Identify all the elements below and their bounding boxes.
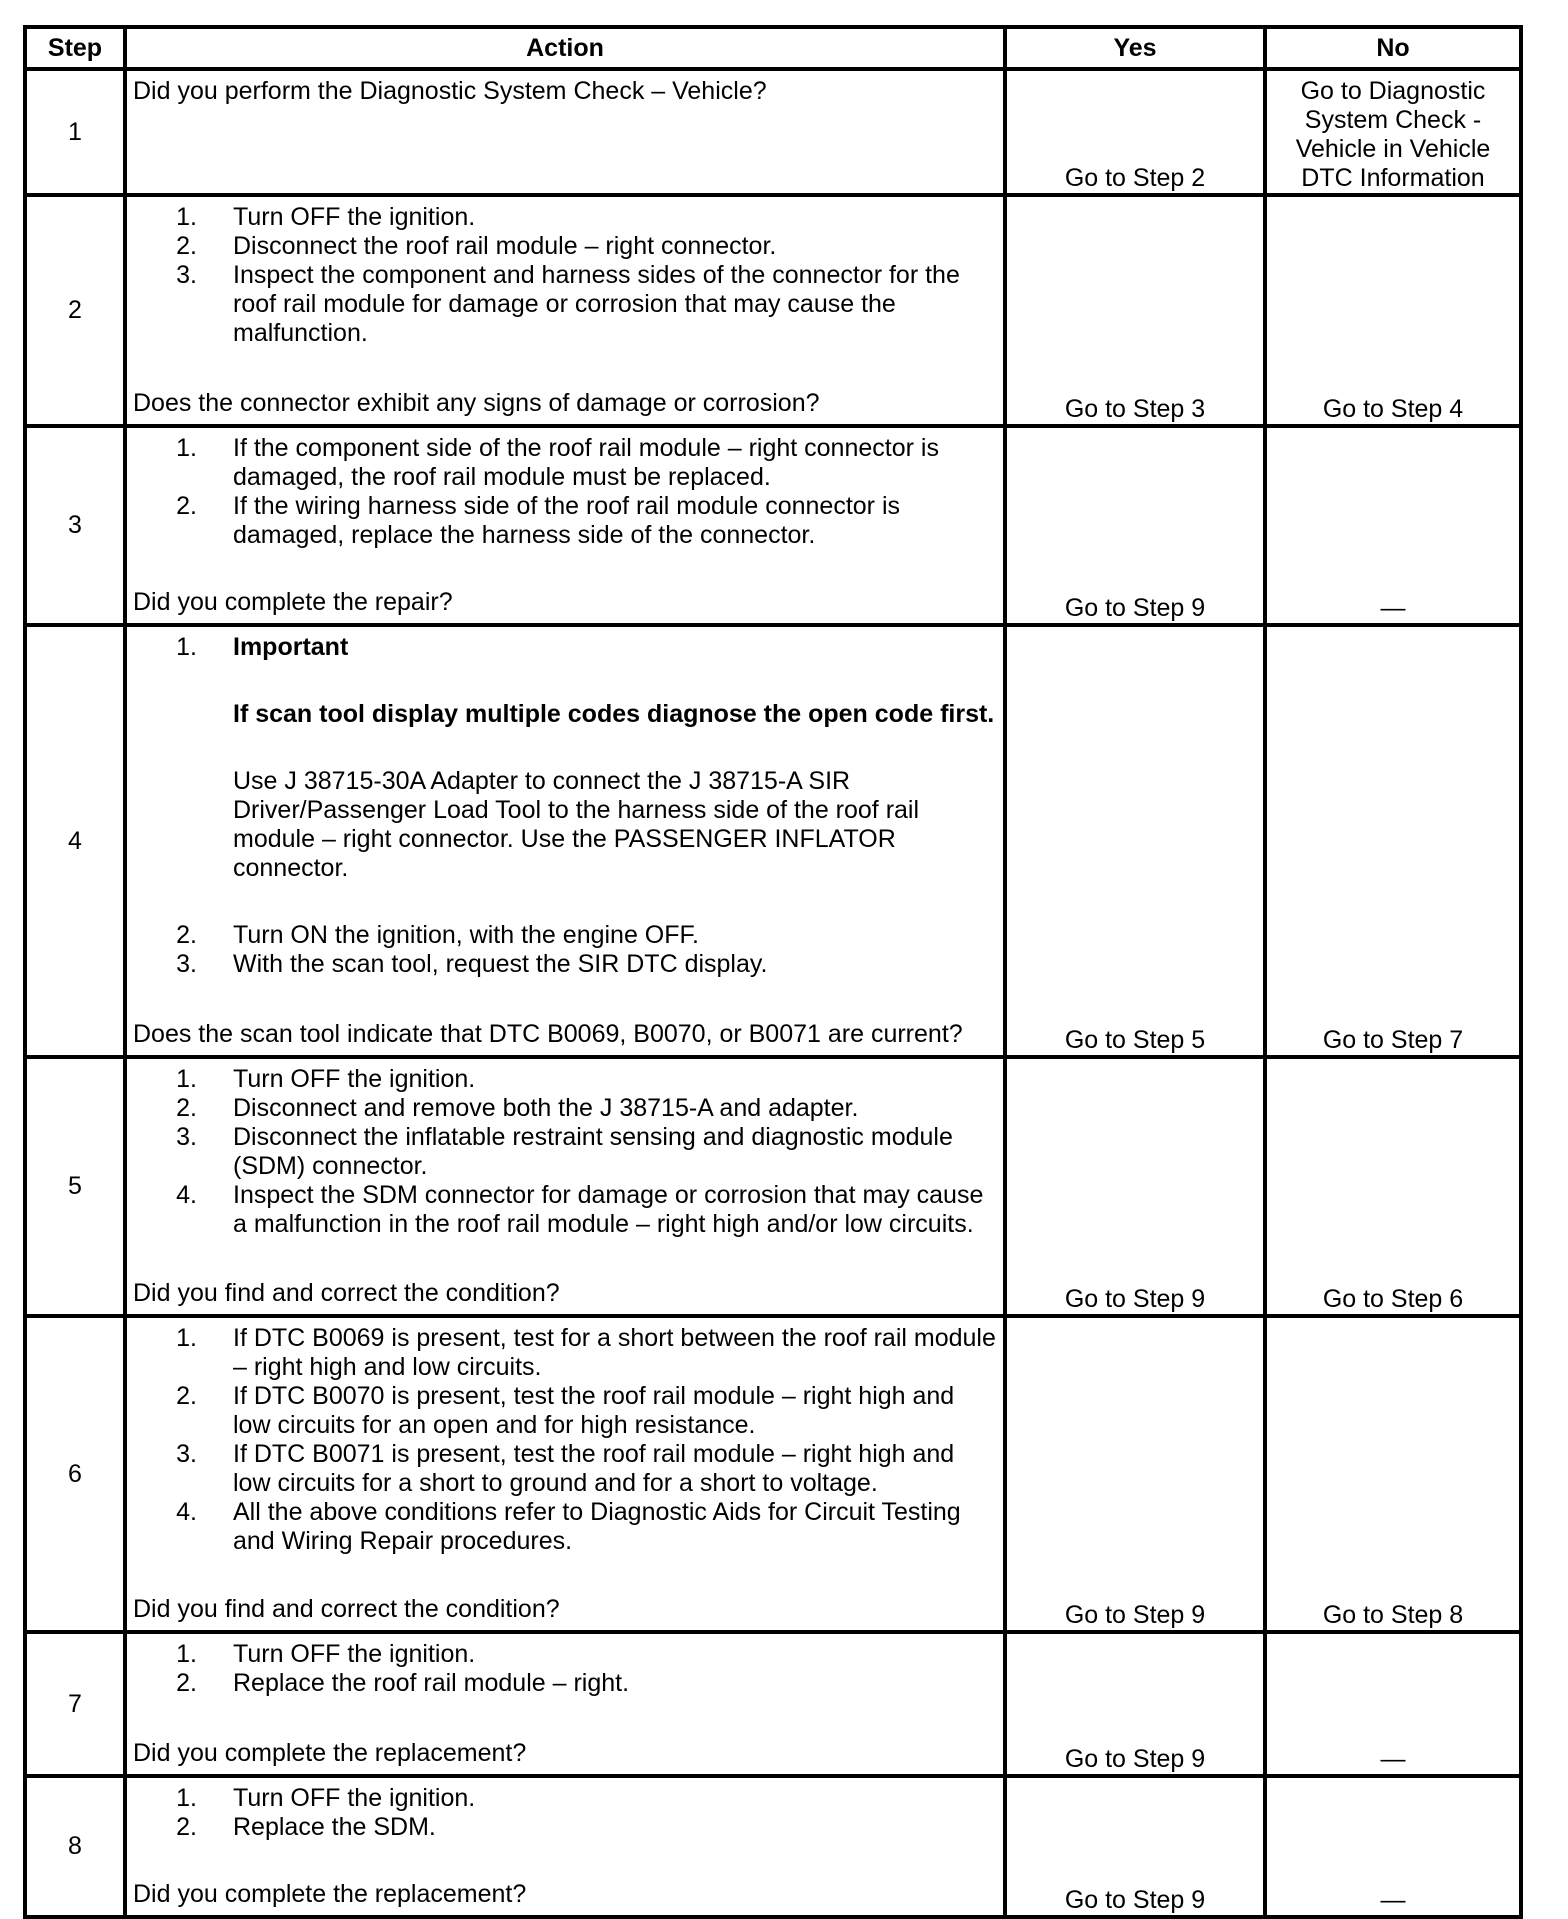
step-number: 2: [25, 195, 125, 426]
no-cell: —: [1265, 426, 1521, 625]
list-item: 1. Turn OFF the ignition.: [176, 1784, 476, 1812]
step-number: 7: [25, 1632, 125, 1776]
step-number: 1: [25, 69, 125, 195]
no-cell: Go to Step 8: [1265, 1316, 1521, 1632]
action-cell: [125, 1776, 1005, 1917]
no-cell: —: [1265, 1776, 1521, 1917]
action-question: Did you find and correct the condition?: [133, 1595, 560, 1623]
list-item: 1. If the component side of the roof rail module – right connector is damaged, the roof rail module must be replaced.: [176, 434, 939, 491]
important-label: Important: [233, 633, 349, 661]
list-item: 2. Replace the SDM.: [176, 1813, 436, 1841]
header-no: No: [1265, 27, 1521, 69]
header-row: [25, 27, 1521, 69]
yes-cell: Go to Step 9: [1005, 1632, 1265, 1776]
header-action: Action: [125, 27, 1005, 69]
list-item: 4. Inspect the SDM connector for damage or corrosion that may cause a malfunction in the roof rail module – right high and/or low circuits.: [176, 1181, 984, 1238]
list-item: 2. Turn ON the ignition, with the engine OFF.: [176, 921, 699, 949]
item-text: Use J 38715-30A Adapter to connect the J 38715-A SIR Driver/Passenger Load Tool to the harness side of the roof rail module – right connector. Use the PASSENGER INFLATOR connector.: [233, 767, 920, 882]
list-item: 2. Disconnect and remove both the J 38715-A and adapter.: [176, 1094, 859, 1122]
yes-cell: Go to Step 9: [1005, 1057, 1265, 1316]
action-question: Did you complete the repair?: [133, 588, 453, 616]
action-question: Did you complete the replacement?: [133, 1880, 527, 1908]
action-cell: [125, 69, 1005, 195]
list-item: 1. Turn OFF the ignition.: [176, 1065, 476, 1093]
yes-cell: Go to Step 2: [1005, 69, 1265, 195]
action-question: Did you find and correct the condition?: [133, 1279, 560, 1307]
table-row: [25, 69, 1521, 195]
step-number: 6: [25, 1316, 125, 1632]
header-yes: Yes: [1005, 27, 1265, 69]
list-item: 3. Inspect the component and harness sides of the connector for the roof rail module for damage or corrosion that may cause the malfunction.: [176, 261, 960, 347]
yes-cell: Go to Step 9: [1005, 426, 1265, 625]
yes-cell: Go to Step 9: [1005, 1776, 1265, 1917]
table-row: [25, 1632, 1521, 1776]
list-item: 3. With the scan tool, request the SIR DTC display.: [176, 950, 768, 978]
table-row: [25, 1316, 1521, 1632]
action-cell: [125, 195, 1005, 426]
list-item: 1. Turn OFF the ignition.: [176, 203, 476, 231]
no-cell: Go to Step 7: [1265, 625, 1521, 1057]
table-row: [25, 195, 1521, 426]
list-item: 2. Disconnect the roof rail module – right connector.: [176, 232, 777, 260]
action-question: Does the connector exhibit any signs of damage or corrosion?: [133, 389, 820, 417]
step-number: 3: [25, 426, 125, 625]
action-question: Does the scan tool indicate that DTC B0069, B0070, or B0071 are current?: [133, 1020, 963, 1048]
yes-cell: Go to Step 5: [1005, 625, 1265, 1057]
header-step: Step: [25, 27, 125, 69]
diagnostic-table: [23, 25, 1523, 1919]
step-number: 4: [25, 625, 125, 1057]
list-item: 1. Important If scan tool display multiple codes diagnose the open code first. Use J 38715-30A Adapter to connect the J 38715-A SIR Driver/Passenger Load Tool to the harness side of the roof rail module – right connector. Use the PASSENGER INFLATOR connector.: [176, 633, 995, 882]
no-cell: Go to Diagnostic System Check - Vehicle in Vehicle DTC Information: [1265, 69, 1521, 195]
action-cell: [125, 625, 1005, 1057]
action-cell: [125, 426, 1005, 625]
table-row: [25, 1776, 1521, 1917]
important-note: If scan tool display multiple codes diagnose the open code first.: [233, 700, 995, 728]
table-row: [25, 426, 1521, 625]
table-row: [25, 1057, 1521, 1316]
list-item: 2. Replace the roof rail module – right.: [176, 1669, 630, 1697]
table-row: [25, 625, 1521, 1057]
list-item: 4. All the above conditions refer to Diagnostic Aids for Circuit Testing and Wiring Repair procedures.: [176, 1498, 961, 1555]
action-question: Did you perform the Diagnostic System Check – Vehicle?: [133, 77, 767, 105]
list-item: 3. Disconnect the inflatable restraint sensing and diagnostic module (SDM) connector.: [176, 1123, 953, 1180]
no-cell: Go to Step 4: [1265, 195, 1521, 426]
action-cell: [125, 1057, 1005, 1316]
yes-cell: Go to Step 3: [1005, 195, 1265, 426]
action-cell: [125, 1316, 1005, 1632]
action-cell: [125, 1632, 1005, 1776]
list-item: 1. Turn OFF the ignition.: [176, 1640, 476, 1668]
action-question: Did you complete the replacement?: [133, 1739, 527, 1767]
list-item: 3. If DTC B0071 is present, test the roof rail module – right high and low circuits for a short to ground and for a short to voltage.: [176, 1440, 955, 1497]
yes-cell: Go to Step 9: [1005, 1316, 1265, 1632]
list-item: 1. If DTC B0069 is present, test for a short between the roof rail module – right high and low circuits.: [176, 1324, 996, 1381]
step-number: 5: [25, 1057, 125, 1316]
no-cell: —: [1265, 1632, 1521, 1776]
no-cell: Go to Step 6: [1265, 1057, 1521, 1316]
list-item: 2. If DTC B0070 is present, test the roof rail module – right high and low circuits for an open and for high resistance.: [176, 1382, 955, 1439]
step-number: 8: [25, 1776, 125, 1917]
list-item: 2. If the wiring harness side of the roof rail module connector is damaged, replace the harness side of the connector.: [176, 492, 901, 549]
